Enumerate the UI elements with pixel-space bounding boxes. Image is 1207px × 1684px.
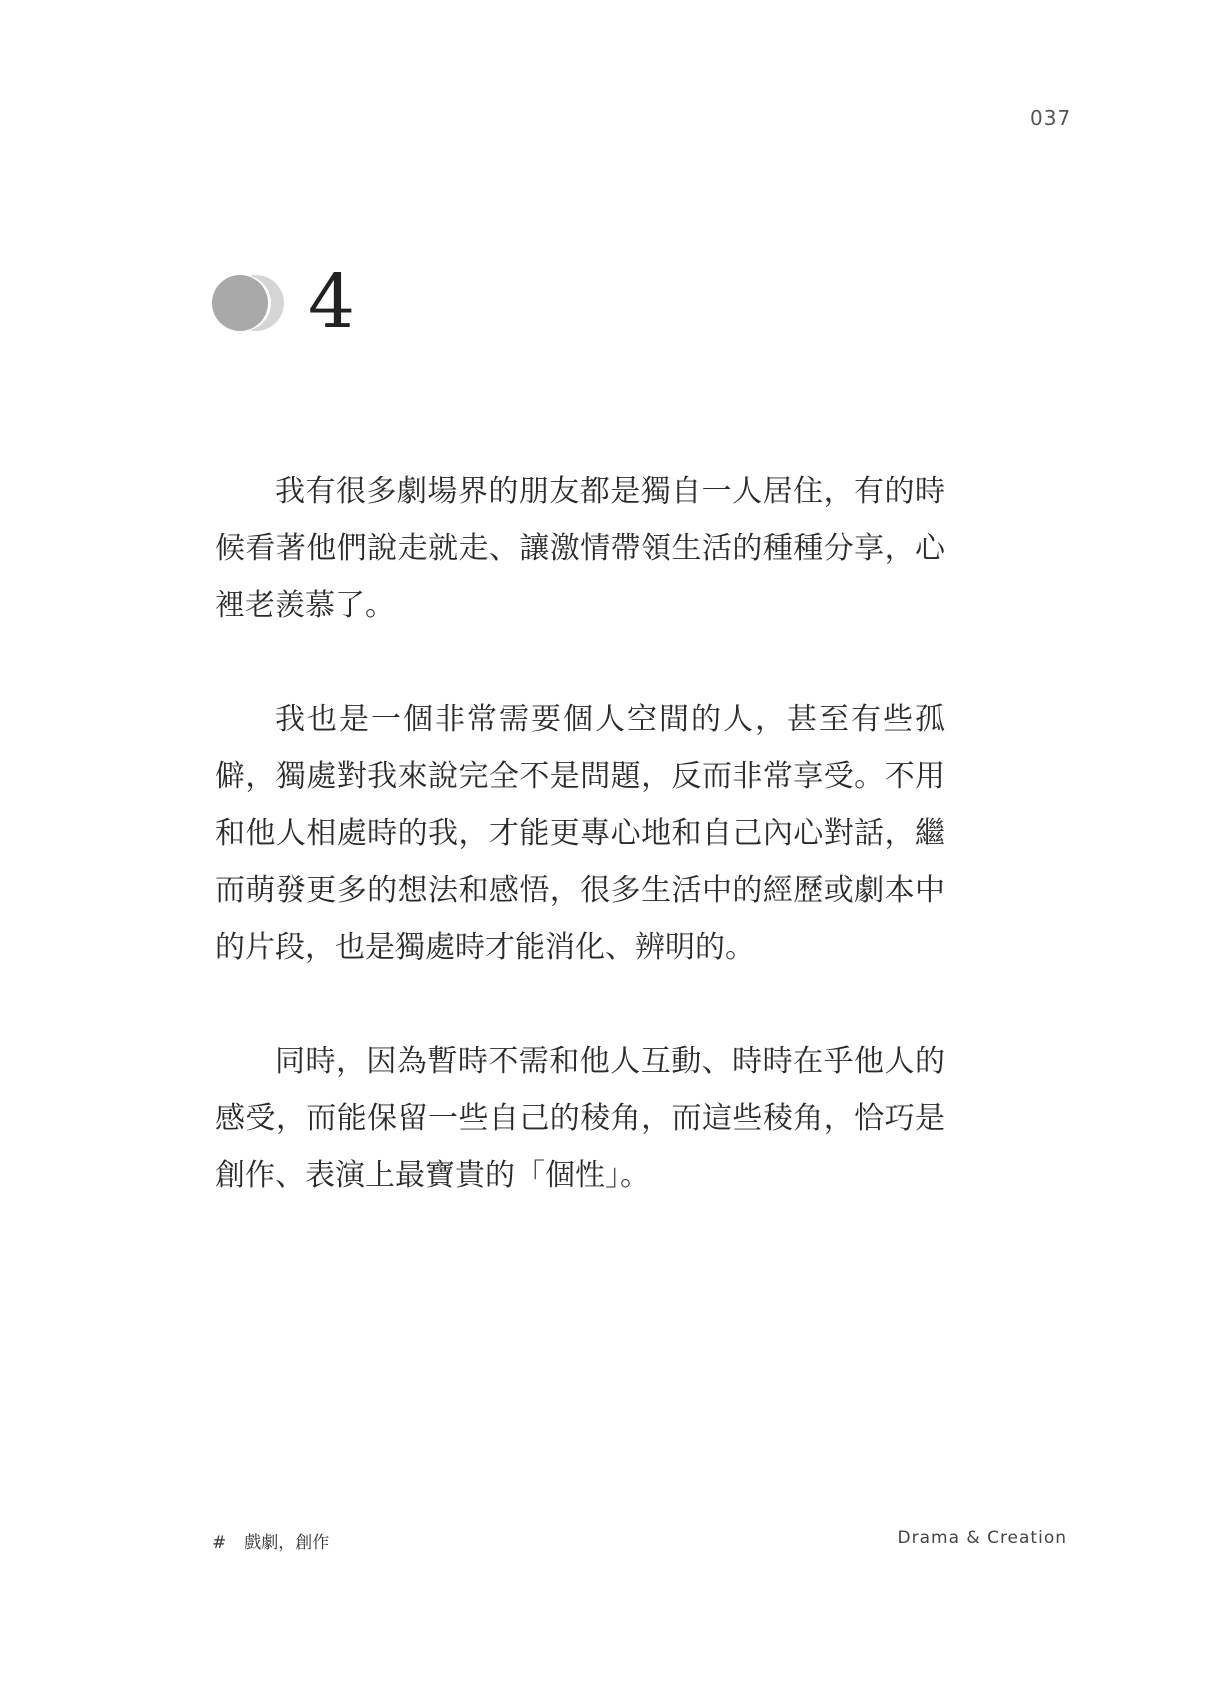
hash-symbol: # [212, 1533, 227, 1553]
paragraph: 同時，因為暫時不需和他人互動、時時在乎他人的感受，而能保留一些自己的稜角，而這些稜角，恰巧是創作、表演上最寶貴的「個性」。 [215, 1044, 945, 1193]
section-label: 戲劇，創作 [244, 1533, 330, 1553]
paragraph: 我有很多劇場界的朋友都是獨自一人居住，有的時候看著他們說走就走、讓激情帶領生活的種種分享，心裡老羨慕了。 [215, 474, 945, 623]
chapter-number: 4 [308, 259, 356, 345]
footer-section-label-en: Drama & Creation [897, 1528, 1067, 1548]
page-number: 037 [1030, 106, 1072, 130]
footer-section-label [212, 1528, 329, 1553]
chapter-heading [212, 259, 356, 345]
body-text [215, 463, 945, 1261]
chapter-circle-icon [212, 272, 290, 332]
paragraph: 我也是一個非常需要個人空間的人，甚至有些孤僻，獨處對我來說完全不是問題，反而非常享受。不用和他人相處時的我，才能更專心地和自己內心對話，繼而萌發更多的想法和感悟，很多生活中的經歷或劇本中的片段，也是獨處時才能消化、辨明的。 [215, 702, 945, 965]
